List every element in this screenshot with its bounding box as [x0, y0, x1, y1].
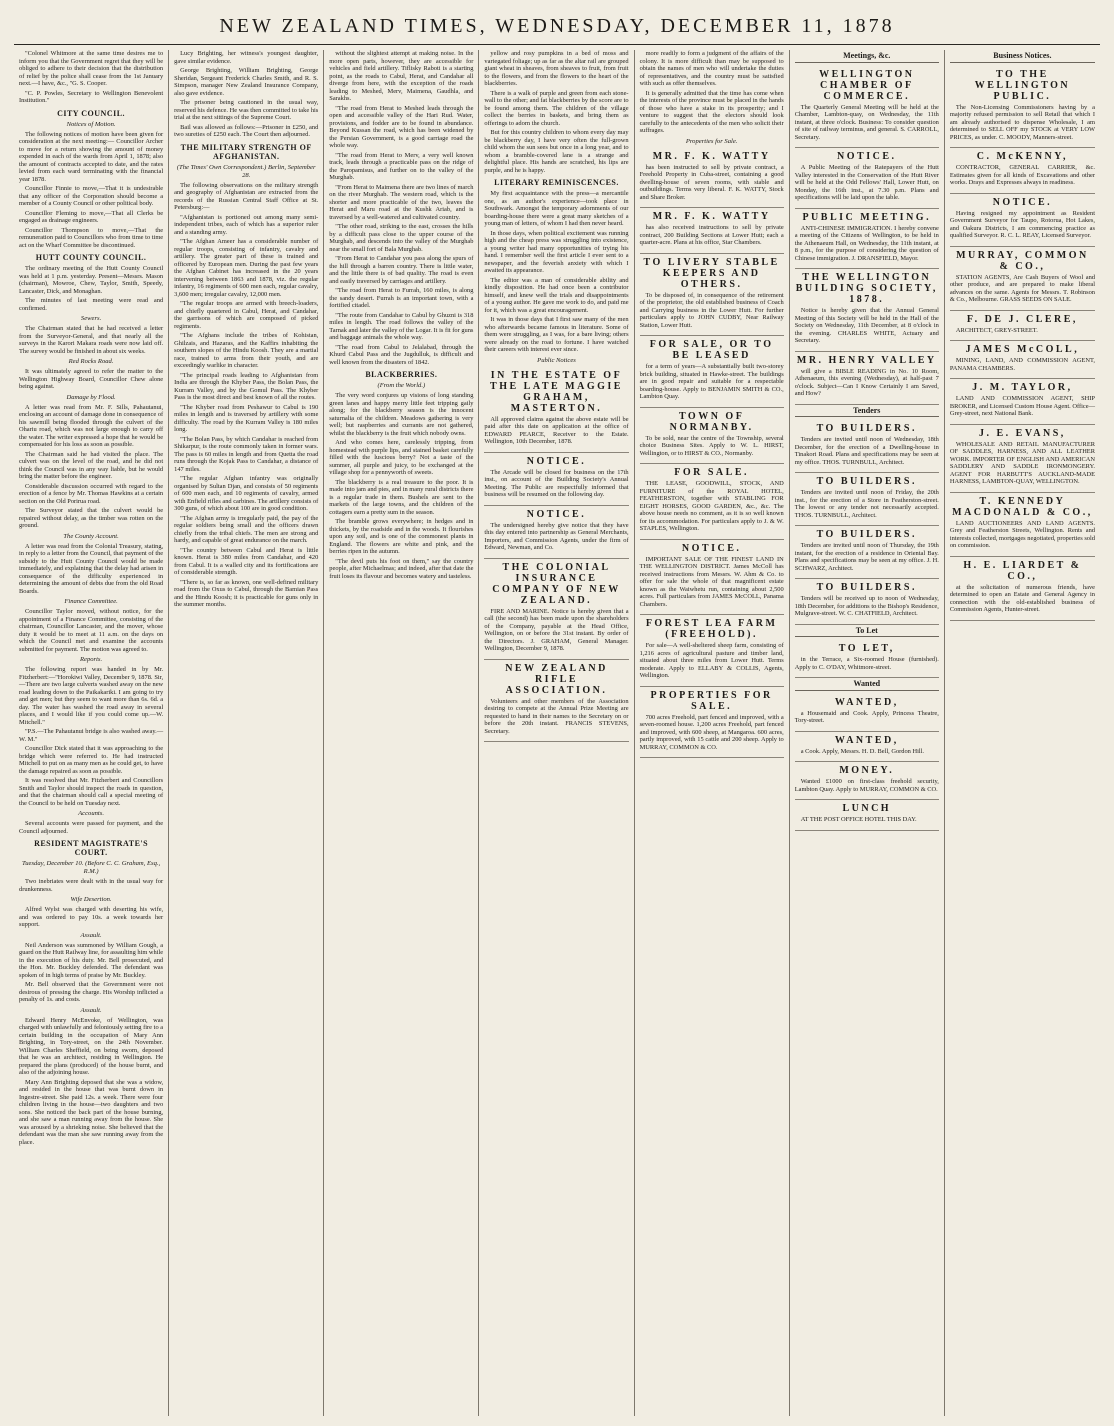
advertisement [795, 473, 939, 526]
article-paragraph: Mary Ann Brighting deposed that she was a widow, and resided in the house that was burnt down in Ingestre-street. She paid 12s. a week. There were four children living in the house—two daughters and two sons. She noticed the back part of the house burning, and she saw a man running away from the house. She was aroused by a shrieking noise. She believed that the defendant was the man she saw running away from the place. [19, 1078, 164, 1146]
article-paragraph: The Chairman said he had visited the place. The culvert was on the level of the road, and he did not think the Council was in any way liable, but he would bring the matter before the engineer. [19, 450, 164, 480]
article-paragraph: Considerable discussion occurred with regard to the erection of a fence by Mr. Thomas Hawkins at a certain section on the Old Porirua road. [19, 482, 164, 505]
article-paragraph: The following notices of motion have been given for consideration at the next meeting:— Councillor Archer to move for a return showing the amount of money expended in each of the wards from April 1, 1878; also the amount of contracts accepted to date, and the rates levied from each ward terminating with the financial year 1878. [19, 130, 164, 183]
advertisement [640, 408, 784, 465]
ad-headline: H. E. LIARDET & CO., [963, 559, 1082, 582]
article-paragraph: "From Herat to Maimena there are two lines of march on the river Murghab. The western road, which is the shorter and more practicable of the two, leaves the Herat and Maru road at the Kushk Ariab, and is traversed by a well-watered and cultivated country. [329, 183, 474, 221]
advertisement [640, 687, 784, 759]
article-paragraph: "The regular Afghan infantry was originally organised by Sultan Djan, and consists of 50 regiments of 600 men each, and 10 regiments of cavalry, armed with Enfield rifles and carbines. The artillery consists of 300 guns, of which about 100 are in good condition. [174, 475, 319, 512]
ad-body: STATION AGENTS, Are Cash Buyers of Wool and other produce, and are prepared to make liberal advances on the same. Agents for Messrs. T. Robinson & Co., Melbourne. GRASS SEEDS ON SALE. [949, 273, 1095, 303]
article-paragraph: It is generally admitted that the time has come when the interests of the province must be placed in the hands of those who have a stake in its prosperity; and I venture to suggest that the electors should look carefully to the antecedents of the men who solicit their suffrages. [639, 89, 784, 134]
article-paragraph: yellow and rosy pumpkins in a bed of moss and variegated foliage; up as far as the altar rail are grouped giant wheat in sheaves, from sheaves to fruit, from fruit to the flowers, and from the flowers to the heart of the blackberries. [484, 50, 629, 87]
advertisement [484, 559, 628, 660]
ad-headline: NOTICE. [526, 455, 587, 467]
article-paragraph: "There is, so far as known, one well-defined military road from the Oxus to Cabul, through the Bamian Pass and the Hindu Koosh; it is practicable for guns only in the summer months. [174, 578, 319, 608]
article-paragraph: "The road from Herat to Meshed leads through the open and accessible valley of the Hari Rud. Water, provisions, and fodder are to be found in abundance. Beyond Kussan the road, which has been widened by the Persian Government, is a good carriage road the whole way. [329, 104, 474, 149]
article-paragraph: "Afghanistan is portioned out among many semi-independent tribes, each of which has a superior ruler and a standing army. [174, 213, 319, 236]
ad-body: To be disposed of, in consequence of the retirement of the proprietor, the old established business of Coach and Carrying business in the Lower Hutt. For further particulars apply to JOHN CUDBY, Near Railway Station, Lower Hutt. [639, 291, 784, 329]
article-heading: BLACKBERRIES. [365, 370, 438, 379]
ad-headline: IN THE ESTATE OF THE LATE MAGGIE GRAHAM, MASTERTON. [490, 369, 623, 414]
article-paragraph: The very word conjures up visions of long standing green lanes and happy merry little feet tripping gaily along; for the blackberry season is the innocent saturnalia of the children. Meadows gathering is very well; but raspberries and currants are not gathered, whilst the blackberry is the fruit which nobody owns. [329, 392, 474, 437]
article-heading: THE MILITARY STRENGTH OF AFGHANISTAN. [180, 142, 312, 161]
advertisement [795, 66, 939, 149]
ad-body: Having resigned my appointment as Resident Government Surveyor for Taupo, Rotorua, Hot Lakes, and Oakura Districts, I am commencing practice as qualified Surveyor. R. C. L. REAY, Licensed Surveyor. [949, 209, 1095, 239]
ad-body: IMPORTANT SALE OF THE FINEST LAND IN THE WELLINGTON DISTRICT. James McColl has received instructions from Messrs. W. Ahm & Co. to offer for sale the whole of that magnificent estate known as the Waiwhetu run, containing about 2,500 acres. Full particulars from JAMES McCOLL, Panama Chambers. [639, 555, 784, 608]
advertisement [950, 557, 1095, 621]
advertisement [950, 66, 1095, 149]
article-paragraph: Councillor Fleming to move,—That all Clerks be engaged as drainage engineers. [19, 209, 164, 224]
ad-headline: TO LET, [838, 643, 895, 654]
ad-headline: TO THE WELLINGTON PUBLIC. [974, 68, 1071, 102]
ad-body: To be sold, near the centre of the Township, several choice Business Sites. Apply to W. L. HIRST, Wellington, or to HIRST & CO., Normanby. [639, 434, 784, 457]
article-paragraph: George Brighting, William Brighting, George Sheridan, Sergeant Frederick Charles Smith, and R. S. Simpson, manager New Zealand Insurance Company, also gave evidence. [174, 67, 319, 97]
ad-body: AT THE POST OFFICE HOTEL THIS DAY. [800, 816, 917, 823]
article-paragraph: And who comes here, carelessly tripping, from homestead with purple lips, and stained basket carefully filled with the luscious berry? Not a taste of the summer, all purple and juicy, to be exchanged at the village shop for a pennyworth of sweets. [329, 439, 474, 476]
ad-body: for a term of years—A substantially built two-storey brick building, situated in Hawke-street. The buildings are in good repair and suitable for a respectable boarding-house. Apply to BENJAMIN SMITH & CO., Lambton Quay. [639, 363, 784, 400]
article-paragraph: without the slightest attempt at making noise. In the more open parts, however, they are accessible for vehicles and field artillery. Tiflisky Raboti is a starting point, as the roads to Cabul, Herat, and Candahar all diverge from here, with the exception of the roads leading to Meshed, Merv, Maimena, Gaudhla, and Sarakhs. [329, 50, 474, 102]
column-4 [479, 50, 634, 1416]
advertisement [795, 420, 939, 473]
article-paragraph: The prisoner being cautioned in the usual way, reserved his defence. He was then committed to take his trial at the next sittings of the Supreme Court. [174, 99, 319, 121]
ad-body: a Housemaid and Cook. Apply, Princess Theatre, Tory-street. [794, 709, 939, 724]
article-subheading: The County Account. [63, 532, 119, 540]
advertisement [640, 254, 784, 337]
article-paragraph: Lucy Brighting, her witness's youngest daughter, gave similar evidence. [174, 50, 319, 65]
column-6 [790, 50, 945, 1416]
ad-body: Tenders will be received up to noon of Wednesday, 18th December, for additions to the Bishop's Residence, Mulgrave-street. W. C. CHATFIELD, Architect. [794, 595, 939, 617]
column-3 [324, 50, 479, 1416]
article-paragraph: In those days, when political excitement was running high and the cheap press was struggling into existence, a young writer had many opportunities of trying his hand. I remember well the first article I ever sent to a newspaper, and the feverish anxiety with which I awaited its appearance. [484, 229, 629, 274]
advertisement [795, 800, 939, 831]
article-paragraph: "The route from Candahar to Cabul by Ghuzni is 318 miles in length. The road follows the valley of the Tarnak and later the valley of the Logar. It is fit for guns and baggage animals the whole way. [329, 311, 474, 341]
article-paragraph: Two inebriates were dealt with in the usual way for drunkenness. [19, 878, 164, 893]
ad-body: Tenders are invited until noon of Friday, the 20th inst., for the erection of a Store in Featherston-street. The lowest or any tender not necessarily accepted. THOS. TURNBULL, Architect. [794, 489, 939, 519]
article-paragraph: The editor was a man of considerable ability and kindly disposition. He had once been a contributor himself, and knew well the trials and disappointments of a young author. He gave me work to do, and paid me for it, which was a great encouragement. [484, 276, 629, 314]
advertisement [950, 247, 1095, 311]
column-5 [635, 50, 790, 1416]
ad-body: FIRE AND MARINE. Notice is hereby given that a call (the second) has been made upon the shareholders of the Company, payable at the Head Office, Wellington, on or before the 31st instant. By order of the Directors. J. GRAHAM, General Manager. Wellington, December 9, 1878. [484, 607, 629, 652]
ad-headline: TO BUILDERS. [816, 476, 917, 487]
article-paragraph: The bramble grows everywhere; in hedges and in thickets, by the roadside and in the woods. It flourishes upon any soil, and is one of the commonest plants in England. The flowers are white and pink, and the berries ripen in the autumn. [329, 518, 474, 555]
ad-headline: THE WELLINGTON BUILDING SOCIETY, 1878. [795, 272, 938, 305]
ad-body: ANTI-CHINESE IMMIGRATION. I hereby convene a meeting of the Citizens of Wellington, to be held in the Athenaeum Hall, on Wednesday, the 11th instant, at 8 p.m., for the purpose of considering the question of Chinese immigration. J. DRANSFIELD, Mayor. [794, 224, 939, 262]
advertisement [640, 464, 784, 540]
article-paragraph: But for this country children to whom every day may be blackberry day, I have very often the full-grown child whom the sun sees but once in a long year, and to whom a bramble-covered lane is a strange and delightful place. His hands are scratched, his lips are purple, and he is happy. [484, 129, 629, 174]
article-paragraph: Neil Anderson was summoned by William Gough, a guard on the Hutt Railway line, for assaulting him while in the execution of his duty. Mr. Bell prosecuted, and the Hon. Mr. Buckley defended. The defendant was spoken of in high terms of praise by Mr. Buckley. [19, 941, 164, 979]
advertisement [484, 660, 628, 743]
article-paragraph: The Surveyor stated that the culvert would be repaired without delay, as the timber was rotten on the ground. [19, 507, 164, 529]
ad-body: Tenders are invited until noon of Wednesday, 18th December, for the erection of a Dwelling-house in Tinakori Road. Plans and specifications may be seen at my office. THOS. TURNBULL, Architect. [794, 436, 939, 466]
ad-headline: J. M. TAYLOR, [972, 382, 1073, 393]
article-paragraph: "Colonel Whitmore at the same time desires me to inform you that the Government regret that they will be obliged to adhere to their decision that the distribution of relief by the police shall cease from the 1st January next.—I have, &c., "G. S. Cooper. [19, 50, 164, 87]
advertisement [950, 194, 1095, 247]
article-paragraph: Edward Henry McEnvoke, of Wellington, was charged with unlawfully and feloniously setting fire to a certain building in the occupation of Mary Ann Brighting, in Tory-street, on the 24th November. William Charles Sheffield, on being sworn, deposed that he was an architect, residing in Wellington. He prepared the plans (produced) of the house burnt, and also of the adjoining house. [19, 1016, 164, 1076]
ad-body: The Non-Licensing Commissioners having by a majority refused permission to sell Retail that which I am already authorised to dispense Wholesale, I am determined to SELL OFF my STOCK at VERY LOW PRICES, as under. C. MOODY, Manners-street. [949, 103, 1095, 141]
article-paragraph: A letter was read from Mr. F. Sills, Pahautanui, enclosing an account of damage done in consequence of his sawmill being flooded through the culvert of the Ohariu road, which was not large enough to carry off the water. The writer expressed a hope that he would be compensated for his loss as soon as possible. [19, 403, 164, 448]
article-paragraph: It was ultimately agreed to refer the matter to the Wellington Highway Board, Councillor Chew alone being against. [19, 368, 164, 390]
article-paragraph: There is a walk of purple and green from each stone-wall to the other; and fat blackberries by the score are to be found among them. The children of the village collect the berries in baskets, and bring them as offerings to adorn the church. [484, 89, 629, 127]
ad-headline: NEW ZEALAND RIFLE ASSOCIATION. [505, 662, 608, 696]
ad-headline: MR. F. K. WATTY [652, 211, 771, 222]
article-heading: RESIDENT MAGISTRATE'S COURT. [34, 839, 149, 857]
article-subheading: Sewers. [80, 315, 102, 322]
advertisement [640, 336, 784, 408]
article-subheading: Notices of Motion. [66, 120, 116, 128]
article-paragraph: The blackberry is a real treasure to the poor. It is made into jam and pies, and in many rural districts there is a regular trade in them. Bushels are sent to the markets of the large towns, and the children of the cottagers earn a pretty sum in the season. [329, 478, 474, 516]
ad-body: Volunteers and other members of the Association desiring to compete at the Annual Prize Meeting are requested to hand in their names to the Secretary on or before the 20th instant. FRANCIS STEVENS, Secretary. [484, 697, 629, 735]
advertisement [950, 493, 1095, 557]
ad-headline: MURRAY, COMMON & CO., [956, 249, 1089, 272]
article-paragraph: "From Herat to Candahar you pass along the spurs of the hill through a barren country. There is little water, and the little there is of bad quality. The road is even and easily traversed by carriages and artillery. [329, 255, 474, 285]
article-subheading: Reports. [79, 656, 103, 663]
article-paragraph: "The road from Herat to Furrah, 160 miles, is along the sandy desert. Furrah is an important town, with a fortified citadel. [329, 287, 474, 309]
advertisement [795, 762, 939, 800]
ad-body: has been instructed to sell by private contract, a Freehold Property in Cuba-street, containing a good dwelling-house of seven rooms, with stable and outbuildings. Terms very liberal. F. K. WATTY, Stock and Share Broker. [639, 163, 784, 201]
ad-body: For sale—A well-sheltered sheep farm, consisting of 1,216 acres of agricultural pasture and timber land, situated about three miles from Lower Hutt. Terms moderate. Apply to ELLABY & COLLIS, Agents, Wellington. [639, 642, 784, 679]
ad-headline: NOTICE. [992, 196, 1053, 208]
advertisement [640, 615, 784, 687]
article-paragraph: Mr. Bell observed that the Government were not desirous of pressing the charge. His Worship inflicted a penalty of 1s. and costs. [19, 981, 164, 1003]
advertisement [640, 540, 784, 616]
article-paragraph: Councillor Finnie to move,—That it is undesirable that any officer of the Corporation should become a member of a County Council or other political body. [19, 185, 164, 207]
advertisement [795, 640, 939, 678]
ad-body: CONTRACTOR, GENERAL CARRIER, &c. Estimates given for all kinds of Excavations and other works. Drays and Expresses always in readiness. [949, 164, 1095, 186]
ad-body: a Cook. Apply, Messrs. H. D. Bell, Gordon Hill. [800, 747, 925, 755]
article-heading: LITERARY REMINISCENCES. [494, 178, 619, 187]
article-subheading: (From the World.) [377, 382, 426, 389]
ad-body: Wanted £1000 on first-class freehold security, Lambton Quay. Apply to MURRAY, COMMON & CO. [794, 778, 939, 793]
article-subheading: Public Notices [537, 356, 576, 364]
ad-body: LAND AUCTIONEERS AND LAND AGENTS. Grey and Featherston Streets, Wellington. Rents and interests collected, mortgages negotiated, properties sold on commission. [949, 519, 1095, 549]
article-subheading: Assault. [80, 931, 102, 939]
article-paragraph: more readily to form a judgment of the affairs of the colony. It is more difficult than may be supposed to obtain the names of men who will undertake the duties of representatives, and the country must be satisfied with such as offer themselves. [639, 50, 784, 87]
ad-headline: TOWN OF NORMANBY. [669, 410, 754, 433]
article-paragraph: A letter was read from the Colonial Treasury, stating, in reply to a letter from the Council, that payment of the subsidy to the Hutt County Council would be made immediately, and explaining that the delay had arisen in consequence of the difficulty experienced in determining the amount of debts due from the old Road Boards. [19, 542, 164, 595]
article-paragraph: "The road from Herat to Merv, a very well known track, leads through a practicable pass on the ridge of the Paropamisus, and further on to the valley of the Murghab. [329, 151, 474, 181]
ad-body: THE LEASE, GOODWILL, STOCK, AND FURNITURE of the ROYAL HOTEL, FEATHERSTON, together with STABLING FOR EIGHT HORSES, GOOD GARDEN, &c., &c. The above house needs no comment, as it is so well known for its accommodation. For particulars apply to J. & W. STAPLES, Wellington. [639, 480, 784, 532]
section-heading: To Let [795, 627, 939, 638]
ad-body: Tenders are invited until noon of Thursday, the 19th instant, for the erection of a residence in Oriental Bay. Plans and specifications may be seen at my office. J. H. SCHWARZ, Architect. [794, 542, 939, 572]
article-paragraph: Councillor Thompson to move,—That the remuneration paid to Councillors who from time to time act on the Wharf Committee be discontinued. [19, 226, 164, 249]
article-subheading: Damage by Flood. [66, 393, 116, 401]
section-heading: Wanted [795, 680, 939, 691]
advertisement [795, 526, 939, 579]
article-paragraph: "The regular troops are armed with breech-loaders, and chiefly quartered in Cabul, Herat, and Candahar, the garrisons of which are composed of picked regiments. [174, 300, 319, 330]
advertisement [640, 148, 784, 209]
advertisement [795, 694, 939, 732]
article-paragraph: It was resolved that Mr. Fitzherbert and Councillors Smith and Taylor should inspect the roads in question, and that the chairman should call a special meeting of the Council to be held on Tuesday next. [19, 777, 164, 807]
article-subheading: Properties for Sale. [685, 137, 738, 145]
article-paragraph: "C. P. Powles, Secretary to Wellington Benevolent Institution." [19, 89, 164, 104]
article-paragraph: "The Afghan army is irregularly paid, the pay of the regular soldiers being small and the officers drawn chiefly from the tribal chiefs. The men are strong and hardy, and capable of great endurance on the march. [174, 514, 319, 544]
article-paragraph: Councillor Taylor moved, without notice, for the appointment of a Finance Committee, consisting of the chairman, Councillor Lancaster, and the mover, whose duty it would be to meet at 11 a.m. on the days on which the Council met and examine the accounts submitted for payment. The motion was agreed to. [19, 608, 164, 653]
ad-body: Notice is hereby given that the Annual General Meeting of this Society will be held in the Hall of the Society on Wednesday, 11th December, at 8 o'clock in the evening. CHARLES WHITE, Actuary and Secretary. [794, 307, 939, 344]
section-heading: Meetings, &c. [795, 52, 939, 63]
article-paragraph: "The devil puts his foot on them," say the country people, after Michaelmas; and indeed, after that date the fruit loses its flavour and becomes watery and tasteless. [329, 557, 474, 580]
advertisement [950, 148, 1095, 194]
masthead-title: NEW ZEALAND TIMES, WEDNESDAY, DECEMBER 11, 1878 [219, 15, 895, 37]
article-subheading: Red Rocks Road. [68, 358, 114, 365]
column-7 [945, 50, 1100, 1416]
advertisement [484, 506, 628, 559]
ad-headline: TO BUILDERS. [816, 423, 917, 434]
advertisement [795, 148, 939, 209]
article-subheading: Wife Desertion. [70, 896, 112, 903]
advertisement [795, 209, 939, 270]
ad-body: All approved claims against the above estate will be paid after this date on application at the office of EDWARD PEARCE, Receiver to the Estate. Wellington, 10th December, 1878. [484, 415, 629, 445]
advertisement [484, 367, 628, 453]
section-heading: Tenders [795, 407, 939, 418]
article-heading: HUTT COUNTY COUNCIL. [35, 253, 147, 262]
ad-headline: WANTED, [834, 734, 899, 746]
article-paragraph: The ordinary meeting of the Hutt County Council was held at 1 p.m. yesterday. Present—Messrs. Mason (chairman), Mowroe, Chew, Taylor, Smith, Speedy, Lancaster, Dick, and Monaghan. [19, 265, 164, 295]
article-subheading: (The Times' Own Correspondent.) Berlin, September 28. [176, 163, 316, 179]
advertisement [484, 453, 628, 506]
ad-body: will give a BIBLE READING in No. 10 Room, Athenaeum, this evening (Wednesday), at half-past 7 o'clock. Subject—Can I Know Certainly I am Saved, and How? [794, 367, 939, 397]
ad-body: in the Terrace, a Six-roomed House (furnished). Apply to C. O'DAY, Whitmore-street. [794, 656, 939, 671]
ad-headline: MR. HENRY VALLEY [796, 354, 937, 366]
article-paragraph: "The Afghans include the tribes of Kohistan, Ghilzais, and Hazaras, and the Kaffirs inhabiting the southern slopes of the Hindu Koosh. They are a martial race, trained to arms from their youth, and are exceedingly warlike in character. [174, 332, 319, 369]
ad-headline: C. McKENNY, [976, 151, 1069, 162]
ad-body: The Quarterly General Meeting will be held at the Chamber, Lambton-quay, on Wednesday, the 11th instant, at three o'clock. Business: To consider question of site of railway terminus, and general. S. CARROLL, Secretary. [794, 103, 939, 141]
masthead [14, 0, 1100, 45]
ad-body: The undersigned hereby give notice that they have this day entered into partnership as General Merchants, Importers, and Commission Agents, under the firm of Edward, Newman, and Co. [484, 521, 629, 551]
article-paragraph: "The Khyber road from Peshawur to Cabul is 190 miles in length and is traversed by artillery with some difficulty. The road by the Kurram Valley is 180 miles long. [174, 403, 319, 433]
ad-body: The Arcade will be closed for business on the 17th inst., on account of the Building Society's Annual Meeting. The Public are respectfully informed that business will be resumed on the following day. [484, 468, 629, 498]
article-paragraph: My first acquaintance with the press—a mercantile one, as an author's experience—took place in Southwark. Amongst the temporary adornments of our boarding-house there were a great many sketches of a young man of letters, of whom I had then never heard. [484, 190, 629, 227]
article-subheading: Assault. [80, 1006, 102, 1014]
article-paragraph: The following observations on the military strength and geography of Afghanistan are extracted from the records of the Russian Central Staff Office at St. Petersburg:— [174, 181, 319, 211]
column-2 [169, 50, 324, 1416]
ad-headline: WELLINGTON CHAMBER OF COMMERCE. [819, 68, 915, 102]
ad-body: WHOLESALE AND RETAIL MANUFACTURER OF SADDLES, HARNESS, AND ALL LEATHER WORK. IMPORTER OF ENGLISH AND AMERICAN SADDLERY AND SADDLE IRONMONGERY. AGENT FOR HARBUTT'S AUCKLAND-MADE HARNESS, LAMBTON-QUAY, WELLINGTON. [949, 440, 1095, 485]
article-paragraph: Bail was allowed as follows:—Prisoner in £250, and two sureties of £250 each. The Court then adjourned. [174, 123, 319, 138]
ad-headline: THE COLONIAL INSURANCE COMPANY OF NEW ZEALAND. [492, 561, 621, 606]
article-subheading: Accounts. [78, 810, 104, 817]
ad-headline: PUBLIC MEETING. [802, 211, 932, 223]
advertisement [795, 579, 939, 625]
ad-headline: F. DE J. CLERE, [966, 313, 1078, 325]
ad-headline: J. E. EVANS, [979, 427, 1066, 439]
article-paragraph: "The road from Cabul to Jelalabad, through the Khurd Cabul Pass and the Jugdulluk, is difficult and well known from the disasters of 1842. [329, 343, 474, 366]
ad-headline: JAMES McCOLL, [965, 344, 1080, 355]
article-paragraph: "The other road, striking to the east, crosses the hills by a difficult pass close to the upper course of the Murghab, and descends into the valley of the Murghab near the small fort of Bala Murghab. [329, 223, 474, 253]
ad-headline: TO BUILDERS. [816, 529, 917, 540]
ad-body: LAND AND COMMISSION AGENT, SHIP BROKER, and Licensed Custom House Agent. Office—Grey-street, next National Bank. [949, 395, 1095, 417]
advertisement [795, 352, 939, 405]
ad-headline: PROPERTIES FOR SALE. [650, 689, 773, 712]
ad-body: ARCHITECT, GREY-STREET. [955, 326, 1038, 334]
article-subheading: Tuesday, December 10. (Before C. C. Graham, Esq., R.M.) [21, 860, 161, 875]
article-paragraph: The following report was handed in by Mr. Fitzherbert:—"Horokiwi Valley, December 9, 1878. Sir,—There are two large culverts washed away on the new road leading down to the Paikakariki. I am going to try and get men; but they seem to want more than 6s. 6d. a day. The water has washed the road away in several places, and I would like if you could come up.—W. Mitchell." [19, 666, 164, 726]
advertisement [640, 208, 784, 254]
ad-body: has also received instructions to sell by private contract, 200 Building Sections at Lower Hutt; each a quarter-acre. Plans at his office, Star Chambers. [639, 224, 784, 246]
article-paragraph: Several accounts were passed for payment, and the Council adjourned. [19, 820, 164, 835]
ad-headline: TO LIVERY STABLE KEEPERS AND OTHERS. [643, 256, 780, 290]
advertisement [950, 379, 1095, 425]
article-subheading: Finance Committee. [64, 598, 118, 605]
article-paragraph: "The country between Cabul and Herat is little known. Herat is 380 miles from Candahar, and 420 from Cabul. It is a walled city and its fortifications are of considerable strength. [174, 546, 319, 576]
article-paragraph: "The Bolan Pass, by which Candahar is reached from Shikarpur, is the route commonly taken in former wars. The pass is 60 miles in length and from Quetta the road runs through the Kojak Pass to Candahar, a distance of 147 miles. [174, 435, 319, 473]
ad-headline: TO BUILDERS. [816, 582, 917, 593]
ad-body: at the solicitation of numerous friends, have determined to open an Estate and General Agency in connection with the old-established business of Commission Agents, Hunter-street. [949, 583, 1095, 613]
advertisement [950, 425, 1095, 493]
ad-headline: FOREST LEA FARM (FREEHOLD). [645, 618, 778, 640]
article-paragraph: "The Afghan Ameer has a considerable number of regular troops, consisting of infantry, cavalry and artillery. The greater part of these is trained and officered by European men. During the past few years the Afghan Cabinet has increased in the 20 years intervening between 1863 and 1878, viz. the regular infantry, 16 regiments of 600 men each, regular cavalry, 3,600 men; irregular cavalry, 12,000 men. [174, 238, 319, 298]
column-1 [14, 50, 169, 1416]
article-paragraph: Alfred Wylst was charged with deserting his wife, and was ordered to pay 10s. a week towards her support. [19, 906, 164, 928]
section-heading: Business Notices. [950, 52, 1095, 63]
advertisement [950, 341, 1095, 379]
article-paragraph: Councillor Dick stated that it was approaching to the bridge which were referred to. He had instructed Mitchell to put on as many men as he could get, to have the damage repaired as soon as possible. [19, 745, 164, 775]
ad-headline: LUNCH [842, 803, 892, 814]
ad-headline: T. KENNEDY MACDONALD & CO., [952, 495, 1093, 518]
ad-headline: MR. F. K. WATTY [652, 150, 771, 162]
article-paragraph: It was in those days that I first saw many of the men who afterwards became famous in literature. Some of them were struggling, as I was, for a bare living; others were already on the road to fortune. I have watched their careers with interest ever since. [484, 316, 629, 353]
advertisement [795, 269, 939, 352]
advertisement [795, 732, 939, 763]
ad-headline: MONEY. [839, 765, 895, 776]
article-paragraph: The minutes of last meeting were read and confirmed. [19, 297, 164, 312]
ad-body: A Public Meeting of the Ratepayers of the Hutt Valley interested in the Conservation of the Hutt River will be held at the Odd Fellows' Hall, Lower Hutt, on Monday, the 16th inst., at 7.30 p.m. Plans and specifications will be laid upon the table. [794, 164, 939, 201]
ad-headline: NOTICE. [837, 151, 897, 162]
ad-headline: FOR SALE. [674, 467, 749, 478]
advertisement [950, 311, 1095, 342]
ad-headline: FOR SALE, OR TO BE LEASED [649, 339, 774, 361]
article-paragraph: "P.S.—The Pahautanui bridge is also washed away.—W. M." [19, 728, 164, 743]
ad-body: 700 acres Freehold, part fenced and improved, with a seven-roomed house. 1,200 acres Freehold, part fenced and improved, with 600 sheep, at Mangaroa. 600 acres, partly improved, with 15 cattle and 200 sheep. Apply to MURRAY, COMMON & CO. [639, 713, 784, 751]
ad-headline: NOTICE. [526, 508, 587, 520]
article-heading: CITY COUNCIL. [57, 108, 126, 118]
ad-headline: NOTICE. [681, 542, 742, 554]
article-paragraph: The Chairman stated that he had received a letter from the Surveyor-General, and that nearly all the surveys in the Karori Makara roads were now laid off. The survey would be finished in about six weeks. [19, 325, 164, 355]
ad-body: MINING, LAND, AND COMMISSION AGENT, PANAMA CHAMBERS. [949, 357, 1095, 372]
article-paragraph: "The principal roads leading to Afghanistan from India are through the Khyber Pass, the Bolan Pass, the Kurram Valley, and by the Gomul Pass. The Khyber Pass is the most direct and best known of all the routes. [174, 371, 319, 401]
ad-headline: WANTED, [834, 696, 899, 708]
columns-grid [14, 50, 1100, 1416]
